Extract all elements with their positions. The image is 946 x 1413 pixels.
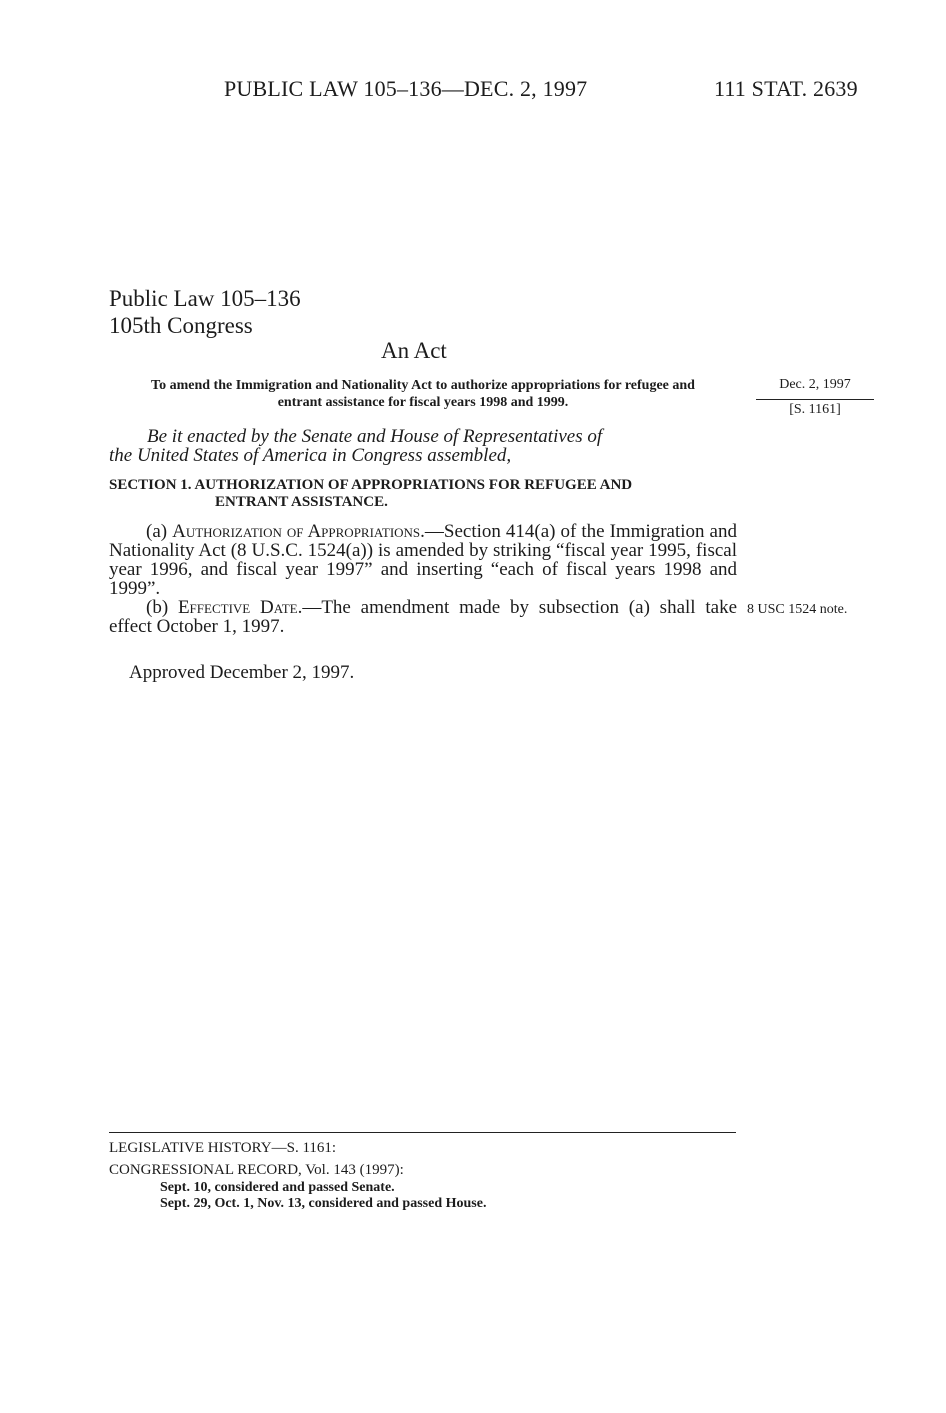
subsection-b-label: (b) (146, 597, 169, 618)
enacting-clause-line-2: the United States of America in Congress assembled, (109, 445, 512, 466)
act-title: An Act (381, 338, 447, 363)
subsection-b-heading: Effective Date. (177, 597, 303, 618)
subsection-b-text: —The amendment made by subsection (a) shall take effect October 1, 1997. (109, 597, 738, 637)
subsection-a-heading: Authorization of Appropriations. (172, 521, 425, 542)
enacting-clause-line-1: Be it enacted by the Senate and House of Representatives of (147, 426, 603, 447)
approval-date: Approved December 2, 1997. (129, 662, 355, 683)
footer-divider (109, 1132, 736, 1133)
act-purpose: To amend the Immigration and Nationality Act to authorize appropriations for refugee and entrant assistance for fiscal years 1998 and 1999. (151, 378, 695, 410)
page-reference: 111 STAT. 2639 (714, 76, 858, 101)
congress-number: 105th Congress (109, 313, 253, 338)
section-heading-line-1: SECTION 1. AUTHORIZATION OF APPROPRIATIONS FOR REFUGEE AND (109, 477, 633, 493)
section-body (109, 522, 737, 636)
section-heading-line-2: ENTRANT ASSISTANCE. (215, 494, 388, 510)
section-heading (109, 477, 749, 511)
side-note-date: Dec. 2, 1997 (779, 377, 851, 392)
subsection-a-label: (a) (146, 521, 168, 542)
congressional-record: CONGRESSIONAL RECORD, Vol. 143 (1997): (109, 1162, 404, 1178)
subsection-a (109, 522, 737, 598)
legislative-history-heading: LEGISLATIVE HISTORY—S. 1161: (109, 1140, 337, 1156)
side-note-divider (756, 399, 874, 400)
law-number: Public Law 105–136 (109, 286, 301, 311)
subsection-b (109, 598, 737, 636)
enacting-clause (109, 427, 739, 465)
legislative-history-entry: Sept. 29, Oct. 1, Nov. 13, considered and passed House. (160, 1196, 487, 1211)
side-note-bill: [S. 1161] (789, 402, 841, 417)
usc-margin-note: 8 USC 1524 note. (747, 602, 848, 617)
running-title: PUBLIC LAW 105–136—DEC. 2, 1997 (224, 76, 588, 101)
legislative-history-entry: Sept. 10, considered and passed Senate. (160, 1180, 395, 1195)
subsection-a-text: —Section 414(a) of the Immigration and Nationality Act (8 U.S.C. 1524(a)) is amended by striking “fiscal year 1995, fiscal year 1996, and fiscal year 1997” and inserting “each of fiscal years 1998 and 1999”. (109, 521, 737, 599)
